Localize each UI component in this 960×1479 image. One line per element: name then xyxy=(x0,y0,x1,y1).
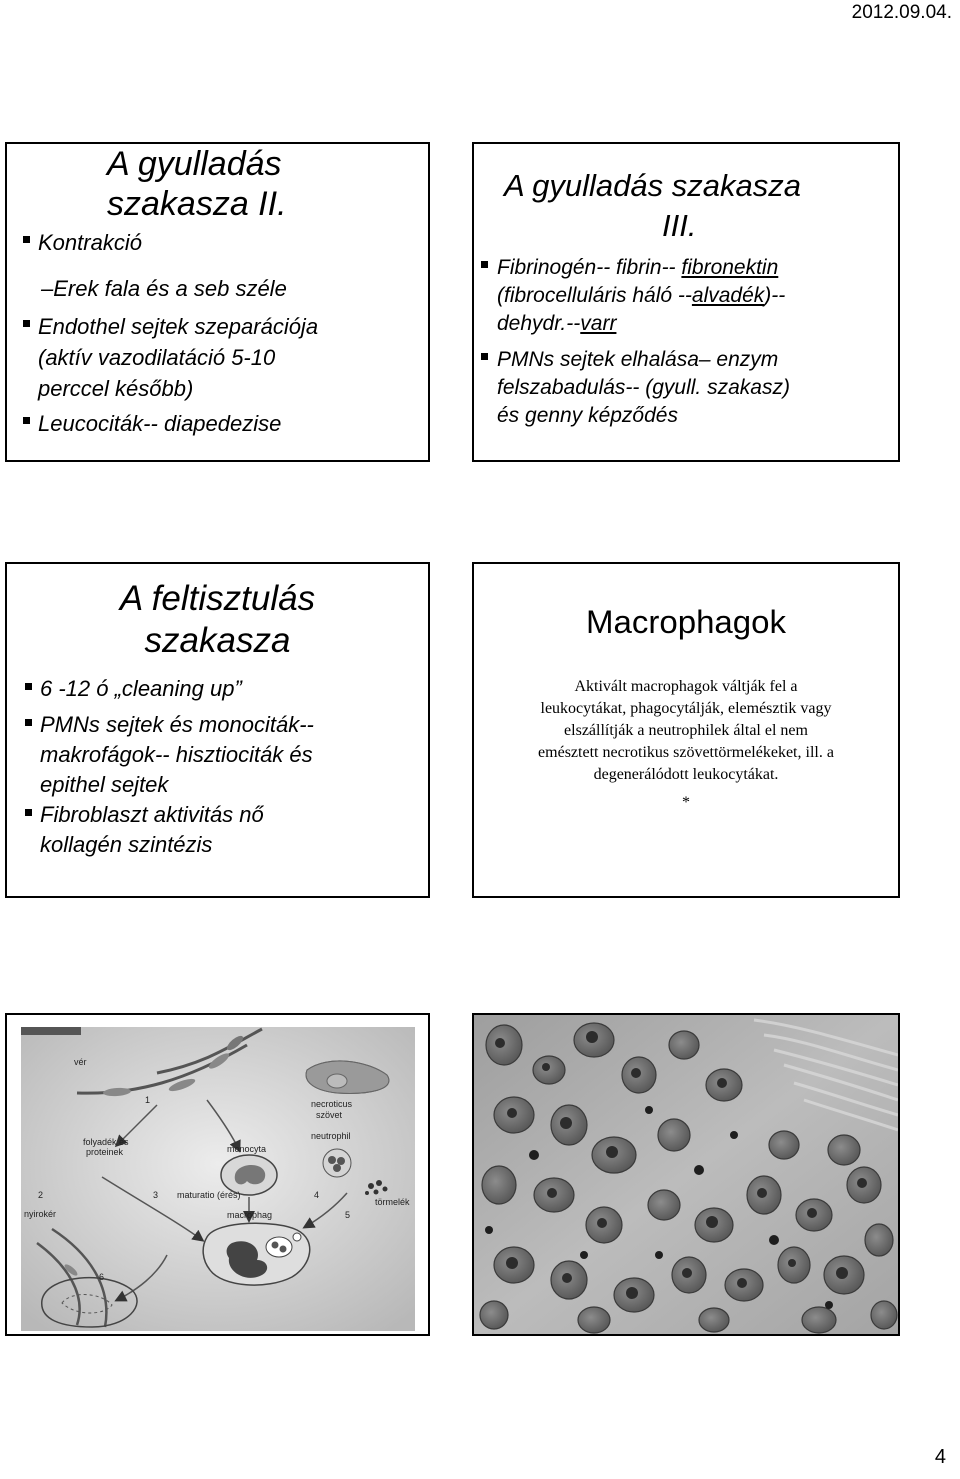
bullet-square-icon xyxy=(25,683,32,690)
bullet-square-icon xyxy=(23,417,30,424)
slide-title: A feltisztulás szakasza xyxy=(119,579,316,660)
diagram-corner-mark xyxy=(21,1027,81,1035)
label-2: 2 xyxy=(38,1190,44,1200)
label-maturatio: maturatio (érés) xyxy=(177,1190,241,1200)
monocyte-cell xyxy=(221,1155,277,1195)
slide-title xyxy=(474,598,898,648)
macrophage-process-diagram xyxy=(7,1015,428,1334)
slide-macrophagok xyxy=(472,562,900,898)
label-macrophag: macrophag xyxy=(227,1210,273,1220)
bullet-pmns-monocitak: PMNs sejtek és monociták-- makrofágok-- hisztiociták és epithel sejtek xyxy=(25,710,425,800)
label-nyiroker: nyirokér xyxy=(24,1209,57,1219)
label-szovet: szövet xyxy=(316,1110,343,1120)
page-number: 4 xyxy=(934,1446,946,1468)
bullet-square-icon xyxy=(23,236,30,243)
slide-macrophage-diagram xyxy=(5,1013,430,1336)
label-6: 6 xyxy=(99,1272,105,1282)
label-5: 5 xyxy=(345,1210,351,1220)
bullet-fibrinogen: Fibrinogén-- fibrin-- fibronektin (fibrocelluláris háló --alvadék)-- dehydr.--varr xyxy=(481,254,896,338)
slide-title: A gyulladás szakasza II. xyxy=(107,145,287,223)
bullet-endothel: Endothel sejtek szeparációja (aktív vazodilatáció 5-10 perccel később) xyxy=(23,311,428,404)
label-tormelek: törmelék xyxy=(375,1197,410,1207)
slide-gyulladas-iii xyxy=(472,142,900,462)
label-neutrophil: neutrophil xyxy=(311,1131,351,1141)
neutrophil-cell xyxy=(323,1149,351,1177)
histology-micrograph xyxy=(474,1015,898,1334)
slide-feltisztulas xyxy=(5,562,430,898)
label-4: 4 xyxy=(314,1190,320,1200)
bullet-square-icon xyxy=(481,353,488,360)
label-1: 1 xyxy=(145,1095,151,1105)
slide-gyulladas-ii xyxy=(5,142,430,462)
slide-body-text: Aktivált macrophagok váltják fel a leukocytákat, phagocytálják, elemésztik vagy elszállítják a neutrophilek által el nem emésztett necrotikus szövettörmelékeket, ill. a degenerálódott leukocytákat. * xyxy=(538,678,834,811)
slide-title: A gyulladás szakasza III. xyxy=(504,168,801,243)
bullet-fibroblaszt: Fibroblaszt aktivitás nő kollagén szintézis xyxy=(25,800,425,860)
label-folyadek: folyadék és xyxy=(83,1137,129,1147)
header-date: 2012.09.04. xyxy=(851,2,952,23)
bullet-square-icon xyxy=(25,719,32,726)
bullet-leucocitak: Leucociták-- diapedezise xyxy=(23,408,428,439)
bullet-cleaning-up: 6 -12 ó „cleaning up” xyxy=(25,674,425,704)
bullet-kontrakcio: Kontrakció xyxy=(23,227,428,258)
bullet-square-icon xyxy=(23,320,30,327)
macrophage-cell xyxy=(203,1223,310,1285)
bullet-pmns: PMNs sejtek elhalása– enzym felszabadulás-- (gyull. szakasz) és genny képződés xyxy=(481,346,896,430)
bullet-square-icon xyxy=(481,261,488,268)
label-proteinek: proteinek xyxy=(86,1147,124,1157)
label-ver: vér xyxy=(74,1057,87,1067)
label-3: 3 xyxy=(153,1190,159,1200)
slide-micrograph xyxy=(472,1013,900,1336)
bullet-square-icon xyxy=(25,809,32,816)
sub-bullet-erek: –Erek fala és a seb széle xyxy=(41,276,287,301)
svg-text:Macrophagok: Macrophagok xyxy=(586,604,788,640)
label-necroticus: necroticus xyxy=(311,1099,353,1109)
label-monocyta: monocyta xyxy=(227,1144,267,1154)
